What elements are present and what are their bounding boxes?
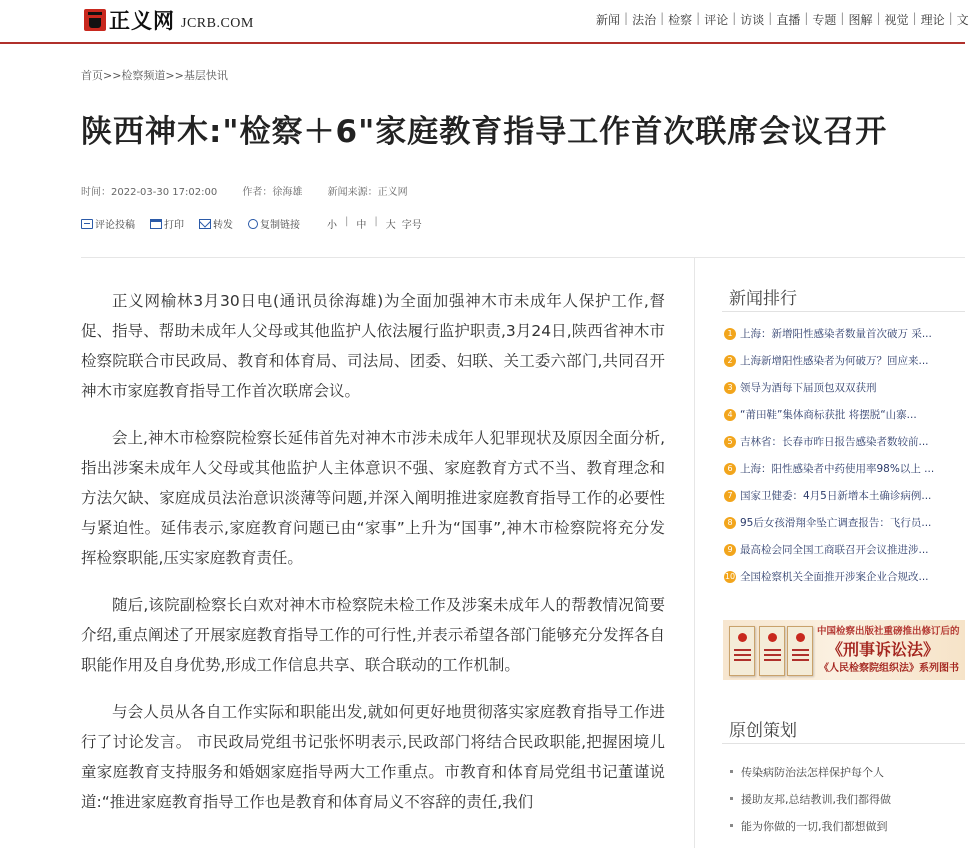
column-divider: [694, 258, 695, 848]
book-promo-banner[interactable]: [723, 620, 965, 680]
news-rank-title: 新闻排行: [729, 289, 797, 309]
top-nav: [596, 11, 969, 28]
news-rank-item[interactable]: [724, 347, 965, 374]
book-cover-image: [759, 626, 785, 676]
news-rank-item[interactable]: [724, 563, 965, 590]
font-separator: |: [345, 216, 349, 227]
original-section-title: 原创策划: [729, 721, 797, 741]
article-toolbar: [81, 216, 422, 231]
original-link: 传染病防治法怎样保护每个人: [741, 765, 884, 779]
book-cover-image: [729, 626, 755, 676]
article-paragraph: 与会人员从各自工作实际和职能出发,就如何更好地贯彻落实家庭教育指导工作进行了讨论发言。 市民政局党组书记张怀明表示,民政部门将结合民政职能,把握困境儿童家庭教育支持服务和婚姻家庭指导两大工作重点。市教育和体育局党组书记董谨说道:“推进家庭教育指导工作也是教育和体育局义不容辞的责任,我们: [81, 703, 665, 811]
bullet-icon: [730, 824, 733, 827]
news-rank-item[interactable]: [724, 482, 965, 509]
rank-link: 上海新增阳性感染者为何破万？回应来...: [740, 355, 929, 367]
rank-badge: 6: [724, 463, 736, 475]
print-button[interactable]: [150, 216, 184, 231]
nav-separator: |: [696, 11, 701, 25]
banner-line-1: 中国检察出版社重磅推出修订后的: [817, 626, 960, 637]
rank-badge: 10: [724, 571, 736, 581]
rank-link: 国家卫健委：4月5日新增本土确诊病例...: [740, 490, 932, 502]
news-source: 新闻来源：正义网: [327, 187, 408, 198]
article-title: 陕西神木:"检察＋6"家庭教育指导工作首次联席会议召开: [81, 114, 888, 150]
copy-link-button[interactable]: [248, 216, 300, 231]
rank-link: 最高检会同全国工商联召开会议推进涉...: [740, 544, 929, 556]
nav-item-news[interactable]: 新闻: [596, 13, 621, 27]
font-large-button[interactable]: 大: [385, 220, 396, 231]
nav-item-live[interactable]: 直播: [776, 13, 801, 27]
news-rank-item[interactable]: [724, 320, 965, 347]
nav-separator: |: [912, 11, 917, 25]
news-rank-item[interactable]: [724, 401, 965, 428]
nav-item-visual[interactable]: 视觉: [884, 13, 909, 27]
nav-separator: |: [732, 11, 737, 25]
logo-domain: JCRB.COM: [181, 15, 254, 31]
publish-time: 时间：2022-03-30 17:02:00: [81, 187, 218, 198]
author: 作者：徐海雄: [242, 187, 303, 198]
font-small-button[interactable]: 小: [327, 220, 337, 231]
news-rank-item[interactable]: [724, 536, 965, 563]
nav-separator: |: [624, 11, 629, 25]
breadcrumb: [81, 67, 228, 83]
font-size-control: [327, 216, 422, 231]
news-rank-item[interactable]: [724, 455, 965, 482]
comment-label: 评论投稿: [95, 220, 135, 231]
original-section-underline: [722, 743, 965, 744]
nav-separator: |: [804, 11, 809, 25]
font-size-label: 字号: [401, 220, 422, 231]
comment-button[interactable]: [81, 216, 135, 231]
nav-separator: |: [768, 11, 773, 25]
rank-link: 全国检察机关全面推开涉案企业合规改...: [740, 571, 929, 583]
site-logo[interactable]: [84, 6, 254, 34]
banner-line-3: 《人民检察院组织法》系列图书: [819, 663, 959, 674]
banner-line-2: 《刑事诉讼法》: [827, 640, 940, 659]
rank-badge: 8: [724, 517, 736, 529]
rank-link: 95后女孩滑翔伞坠亡调查报告：飞行员...: [740, 517, 932, 529]
nav-item-topics[interactable]: 专题: [812, 13, 837, 27]
nav-separator: |: [660, 11, 665, 25]
nav-item-interview[interactable]: 访谈: [740, 13, 765, 27]
original-link: 能为你做的一切,我们都想做到: [741, 819, 888, 833]
comment-icon: [81, 219, 93, 229]
font-separator: |: [374, 216, 378, 227]
news-rank-item[interactable]: [724, 428, 965, 455]
nav-item-procuratorate[interactable]: 检察: [668, 13, 693, 27]
bullet-icon: [730, 770, 733, 773]
rank-link: 领导为酒每下届顶包双双获刑: [740, 382, 877, 394]
print-icon: [150, 219, 162, 229]
news-rank-underline: [722, 311, 965, 312]
font-medium-button[interactable]: 中: [356, 220, 367, 231]
rank-link: 上海：新增阳性感染者数量首次破万 采...: [740, 328, 932, 340]
book-cover-image: [787, 626, 813, 676]
original-item[interactable]: [730, 812, 965, 839]
link-icon: [246, 216, 260, 230]
news-rank-list: [724, 320, 965, 590]
copy-link-label: 复制链接: [260, 220, 300, 231]
print-label: 打印: [164, 220, 184, 231]
original-item[interactable]: [730, 785, 965, 812]
rank-badge: 5: [724, 436, 736, 448]
rank-badge: 4: [724, 409, 736, 421]
news-rank-item[interactable]: [724, 374, 965, 401]
content-divider: [81, 257, 965, 258]
bullet-icon: [730, 797, 733, 800]
forward-label: 转发: [213, 220, 233, 231]
news-rank-item[interactable]: [724, 509, 965, 536]
site-header: [0, 0, 969, 44]
rank-link: “莆田鞋”集体商标获批 将摆脱“山寨...: [740, 409, 917, 421]
nav-item-law[interactable]: 法治: [632, 13, 657, 27]
original-list: [730, 758, 965, 839]
rank-badge: 9: [724, 544, 736, 556]
breadcrumb-path[interactable]: 首页>>检察频道>>基层快讯: [81, 69, 228, 82]
original-item[interactable]: [730, 758, 965, 785]
logo-mark-icon: [84, 9, 106, 31]
rank-badge: 3: [724, 382, 736, 394]
nav-item-infographics[interactable]: 图解: [848, 13, 873, 27]
nav-item-theory[interactable]: 理论: [920, 13, 945, 27]
article-paragraph: 会上,神木市检察院检察长延伟首先对神木市涉未成年人犯罪现状及原因全面分析,指出涉案未成年人父母或其他监护人主体意识不强、家庭教育方式不当、教育理念和方法欠缺、家庭成员法治意识淡薄等问题,并深入阐明推进家庭教育指导工作的必要性与紧迫性。延伟表示,家庭教育问题已由“家事”上升为“国事”,神木市检察院将充分发挥检察职能,压实家庭教育责任。: [81, 429, 665, 567]
original-link: 援助友邦,总结教训,我们都得做: [741, 792, 891, 806]
mail-icon: [199, 219, 211, 229]
forward-button[interactable]: [199, 216, 233, 231]
rank-badge: 7: [724, 490, 736, 502]
logo-name: 正义网: [109, 8, 175, 33]
rank-badge: 1: [724, 328, 736, 340]
nav-item-comment[interactable]: 评论: [704, 13, 729, 27]
nav-item-culture[interactable]: 文: [956, 13, 969, 27]
rank-link: 吉林省：长春市昨日报告感染者数较前...: [740, 436, 929, 448]
rank-link: 上海：阳性感染者中药使用率98%以上 ...: [740, 463, 935, 475]
article-meta: [81, 183, 430, 198]
article-paragraph: 随后,该院副检察长白欢对神木市检察院未检工作及涉案未成年人的帮教情况简要介绍,重点阐述了开展家庭教育指导工作的可行性,并表示希望各部门能够充分发挥各自职能作用及自身优势,形成工作信息共享、联合联动的工作机制。: [81, 596, 665, 674]
article-paragraph: 正义网榆林3月30日电(通讯员徐海雄)为全面加强神木市未成年人保护工作,督促、指导、帮助未成年人父母或其他监护人依法履行监护职责,3月24日,陕西省神木市检察院联合市民政局、教育和体育局、司法局、团委、妇联、关工委六部门,共同召开神木市家庭教育指导工作首次联席会议。: [81, 292, 665, 400]
nav-separator: |: [948, 11, 953, 25]
nav-separator: |: [876, 11, 881, 25]
rank-badge: 2: [724, 355, 736, 367]
article-body: [81, 286, 665, 834]
nav-separator: |: [840, 11, 845, 25]
